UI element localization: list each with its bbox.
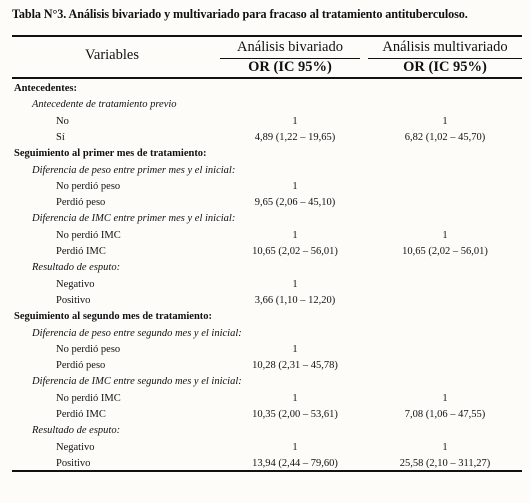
row-label: Negativo xyxy=(56,278,95,290)
row-label: No perdió IMC xyxy=(56,392,121,404)
row-label: No perdió IMC xyxy=(56,229,121,241)
table-row-item xyxy=(0,132,530,148)
table-row-subsection xyxy=(0,213,530,229)
multivariate-or-value: 25,58 (2,10 – 311,27) xyxy=(399,457,491,469)
bivariate-or-value: 1 xyxy=(292,441,298,453)
row-label: Perdió IMC xyxy=(56,409,106,420)
row-label: Perdió IMC xyxy=(56,246,106,257)
row-label: Positivo xyxy=(56,457,91,469)
table-row-subsection xyxy=(0,328,530,344)
table-row-item xyxy=(0,393,530,409)
header-bivariate: Análisis bivariado xyxy=(237,39,343,55)
table-row-item xyxy=(0,279,530,295)
multivariate-or-value: 7,08 (1,06 – 47,55) xyxy=(404,409,486,420)
bivariate-or-value: 13,94 (2,44 – 79,60) xyxy=(252,457,338,469)
bivariate-or-value: 10,65 (2,02 – 56,01) xyxy=(252,246,338,257)
row-label: Resultado de esputo: xyxy=(32,425,121,437)
multivariate-or-value: 1 xyxy=(442,115,448,127)
table-row-item xyxy=(0,344,530,360)
bivariate-or-value: 1 xyxy=(292,278,298,290)
row-label: Diferencia de IMC entre segundo mes y el inicial: xyxy=(32,376,242,388)
row-label: Seguimiento al primer mes de tratamiento: xyxy=(14,148,207,160)
table-row-subsection xyxy=(0,99,530,115)
header-variables: Variables xyxy=(85,47,139,63)
row-label: Negativo xyxy=(56,441,95,453)
table-row-item xyxy=(0,116,530,132)
row-label: Seguimiento al segundo mes de tratamiento: xyxy=(14,311,213,323)
table-row-section xyxy=(0,311,530,327)
table-row-item xyxy=(0,181,530,197)
bivariate-or-value: 1 xyxy=(292,115,298,127)
row-label: Perdió peso xyxy=(56,360,106,372)
table-row-subsection xyxy=(0,425,530,441)
bivariate-or-value: 1 xyxy=(292,392,298,404)
table-row-section xyxy=(0,83,530,99)
row-label: Diferencia de IMC entre primer mes y el inicial: xyxy=(32,213,236,225)
table-row-item xyxy=(0,360,530,376)
table-row-item xyxy=(0,409,530,425)
header-multivariate-or: OR (IC 95%) xyxy=(403,59,487,75)
row-label: Sí xyxy=(56,131,65,143)
row-label: Resultado de esputo: xyxy=(32,262,121,274)
bivariate-or-value: 10,28 (2,31 – 45,78) xyxy=(252,360,338,372)
row-label: No perdió peso xyxy=(56,180,121,192)
top-rule xyxy=(12,35,522,37)
bivariate-or-value: 9,65 (2,06 – 45,10) xyxy=(254,197,336,209)
row-label: Antecedentes: xyxy=(14,83,77,94)
row-label: Antecedente de tratamiento previo xyxy=(32,99,177,111)
header-multivariate: Análisis multivariado xyxy=(382,39,508,55)
table-caption: Tabla N°3. Análisis bivariado y multivariado para fracaso al tratamiento antituberculoso. xyxy=(12,7,468,21)
bivariate-or-value: 10,35 (2,00 – 53,61) xyxy=(252,409,338,420)
table-row-subsection xyxy=(0,165,530,181)
table-row-item xyxy=(0,442,530,458)
row-label: Perdió peso xyxy=(56,197,106,209)
bivariate-or-value: 4,89 (1,22 – 19,65) xyxy=(254,131,336,143)
header-bivariate-or: OR (IC 95%) xyxy=(248,59,332,75)
multivariate-or-value: 1 xyxy=(442,229,448,241)
bottom-rule xyxy=(12,470,522,472)
row-label: No perdió peso xyxy=(56,343,121,355)
table-row-subsection xyxy=(0,376,530,392)
table-row-item xyxy=(0,246,530,262)
bivariate-or-value: 3,66 (1,10 – 12,20) xyxy=(254,294,336,306)
header-rule xyxy=(12,77,522,79)
table-row-item xyxy=(0,295,530,311)
row-label: No xyxy=(56,115,69,127)
bivariate-or-value: 1 xyxy=(292,343,298,355)
row-label: Diferencia de peso entre primer mes y el inicial: xyxy=(32,164,236,176)
row-label: Diferencia de peso entre segundo mes y el inicial: xyxy=(32,327,242,339)
table-row-item xyxy=(0,197,530,213)
multivariate-or-value: 1 xyxy=(442,441,448,453)
bivariate-or-value: 1 xyxy=(292,180,298,192)
multivariate-or-value: 1 xyxy=(442,392,448,404)
row-label: Positivo xyxy=(56,294,91,306)
table-row-item xyxy=(0,230,530,246)
bivariate-or-value: 1 xyxy=(292,229,298,241)
table-row-subsection xyxy=(0,262,530,278)
multivariate-or-value: 10,65 (2,02 – 56,01) xyxy=(402,246,488,257)
table-row-section xyxy=(0,148,530,164)
multivariate-or-value: 6,82 (1,02 – 45,70) xyxy=(404,131,486,143)
